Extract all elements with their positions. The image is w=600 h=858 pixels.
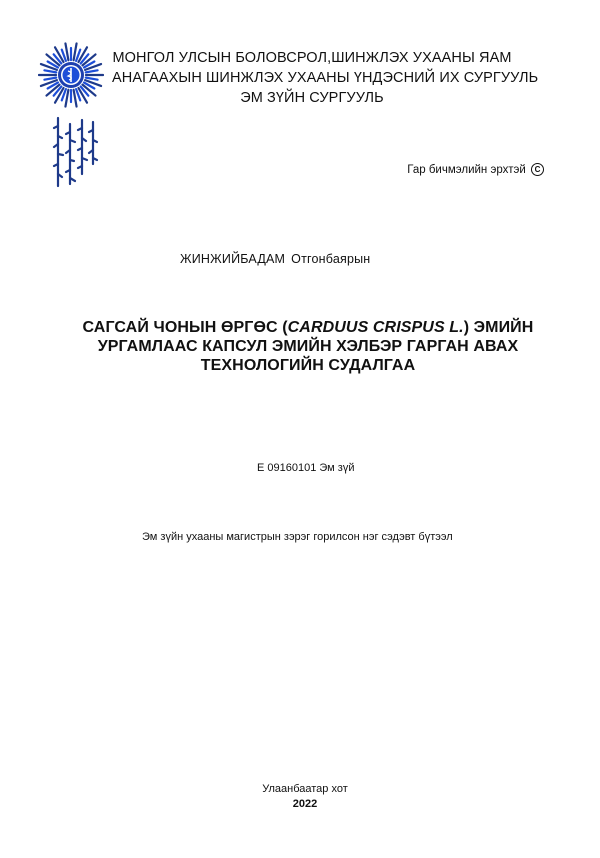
city-name: Улаанбаатар хот <box>262 783 348 795</box>
emblem-ray <box>86 78 98 80</box>
author-name <box>180 252 370 266</box>
emblem-ray <box>65 43 68 60</box>
copyright-label: Гар бичмэлийн эрхтэй <box>407 164 526 176</box>
university-emblem-icon <box>38 42 104 108</box>
title-line-1: САГСАЙ ЧОНЫН ӨРГӨС (CARDUUS CRISPUS L.) ЭМИЙН <box>82 319 534 336</box>
copyright-icon: C <box>531 163 544 176</box>
mongolian-script-emblem <box>50 114 100 196</box>
emblem-ray <box>65 90 68 107</box>
copyright-notice <box>407 163 544 176</box>
university-name: АНАГААХЫН ШИНЖЛЭХ УХААНЫ ҮНДЭСНИЙ ИХ СУРГУУЛЬ <box>112 70 539 86</box>
emblem-ray <box>74 90 77 107</box>
year: 2022 <box>292 798 318 810</box>
latin-species-name: CARDUUS CRISPUS L. <box>287 319 464 336</box>
specialty-code: Е 09160101 Эм зүй <box>257 462 355 474</box>
school-name: ЭМ ЗҮЙН СУРГУУЛЬ <box>240 90 384 106</box>
title-line-2: УРГАМЛААС КАПСУЛ ЭМИЙН ХЭЛБЭР ГАРГАН АВАХ <box>97 338 519 355</box>
emblem-ray <box>44 78 56 80</box>
emblem-ray <box>74 43 77 60</box>
thesis-title <box>58 318 558 375</box>
ministry-name: МОНГОЛ УЛСЫН БОЛОВСРОЛ,ШИНЖЛЭХ УХААНЫ ЯАМ <box>112 50 512 66</box>
emblem-ray <box>44 70 56 72</box>
emblem-ray <box>86 70 98 72</box>
author-patronymic: Отгонбаярын <box>291 252 371 266</box>
institution-header <box>112 48 539 108</box>
footer-place-year <box>240 782 370 812</box>
title-line-3: ТЕХНОЛОГИЙН СУДАЛГАА <box>200 357 416 374</box>
author-given-name: ЖИНЖИЙБАДАМ <box>180 252 286 266</box>
degree-description: Эм зүйн ухааны магистрын зэрэг горилсон нэг сэдэвт бүтээл <box>142 531 453 543</box>
